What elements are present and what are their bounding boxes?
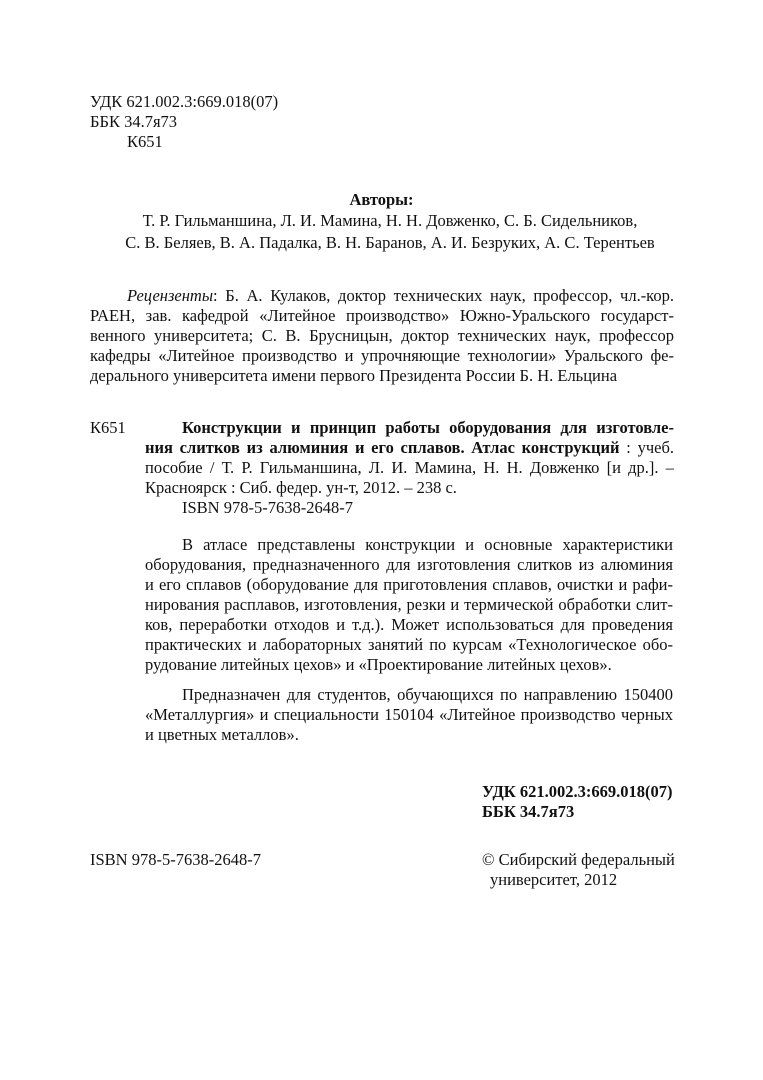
entry-line-3: пособие / Т. Р. Гильманшина, Л. И. Мамина, Н. Н. Довженко [и др.]. – (145, 458, 674, 477)
annotation-p1-line: и его сплавов (оборудование для приготовления сплавов, очистки и рафи- (145, 575, 673, 594)
entry-isbn: ISBN 978-5-7638-2648-7 (182, 498, 353, 517)
annotation-p1-line: В атласе представлены конструкции и основные характеристики (182, 535, 673, 554)
entry-line-4: Красноярск : Сиб. федер. ун-т, 2012. – 238 с. (145, 478, 457, 497)
reviewers-label: Рецензенты (127, 286, 214, 305)
footer-udk-code: УДК 621.002.3:669.018(07) (482, 782, 673, 801)
authors-title: Авторы: (349, 190, 414, 209)
annotation-p1-line: нирования расплавов, изготовления, резки и термической обработки слит- (145, 595, 673, 614)
footer-bbk-code: ББК 34.7я73 (482, 802, 575, 821)
entry-title-part-2: ния слитков из алюминия и его сплавов. Атлас конструкций (145, 438, 620, 457)
bbk-code: ББК 34.7я73 (90, 112, 178, 131)
annotation-p1-line: рудование литейных цехов» и «Проектирование литейных цехов». (145, 655, 612, 674)
reviewers-line-3: венного университета; С. В. Брусницын, доктор технических наук, профессор (90, 326, 674, 345)
copyright-line-1: © Сибирский федеральный (482, 850, 675, 869)
entry-line-2 (145, 438, 674, 458)
bottom-classification-block (482, 782, 673, 822)
annotation-block (145, 535, 673, 745)
author-mark: К651 (127, 132, 163, 151)
copyright-block (482, 850, 675, 890)
annotation-p2-line: Предназначен для студентов, обучающихся по направлению 150400 (182, 685, 673, 704)
reviewers-line-1 (90, 286, 674, 306)
entry-line-1 (182, 418, 674, 438)
footer-isbn: ISBN 978-5-7638-2648-7 (90, 850, 261, 869)
reviewers-line-5: дерального университета имени первого Президента России Б. Н. Ельцина (90, 366, 618, 385)
entry-title-part-1: Конструкции и принцип работы оборудования для изготовле- (182, 418, 674, 437)
entry-line-2-text: : учеб. (619, 438, 674, 457)
catalog-entry-code: К651 (90, 418, 126, 437)
authors-line-1: Т. Р. Гильманшина, Л. И. Мамина, Н. Н. Довженко, С. Б. Сидельников, (142, 211, 638, 230)
reviewers-line-1-text: : Б. А. Кулаков, доктор технических наук, профессор, чл.-кор. (213, 286, 674, 305)
reviewers-block (90, 286, 674, 386)
top-classification-block (90, 92, 278, 152)
annotation-p2-line: и цветных металлов». (145, 725, 299, 744)
catalog-entry (145, 418, 674, 518)
udk-code: УДК 621.002.3:669.018(07) (90, 92, 279, 111)
reviewers-line-4: кафедры «Литейное производство и упрочняющие технологии» Уральского фе- (90, 346, 674, 365)
annotation-p1-line: практических и лабораторных занятий по курсам «Технологическое обо- (145, 635, 673, 654)
copyright-line-2: университет, 2012 (490, 870, 618, 889)
annotation-p1-line: оборудования, предназначенного для изготовления слитков из алюминия (145, 555, 673, 574)
reviewers-line-2: РАЕН, зав. кафедрой «Литейное производство» Южно-Уральского государст- (90, 306, 674, 325)
authors-line-2: С. В. Беляев, В. А. Падалка, В. Н. Баранов, А. И. Безруких, А. С. Терентьев (125, 233, 655, 252)
annotation-p2-line: «Металлургия» и специальности 150104 «Литейное производство черных (145, 705, 673, 724)
annotation-p1-line: ков, переработки отходов и т.д.). Может использоваться для проведения (145, 615, 673, 634)
